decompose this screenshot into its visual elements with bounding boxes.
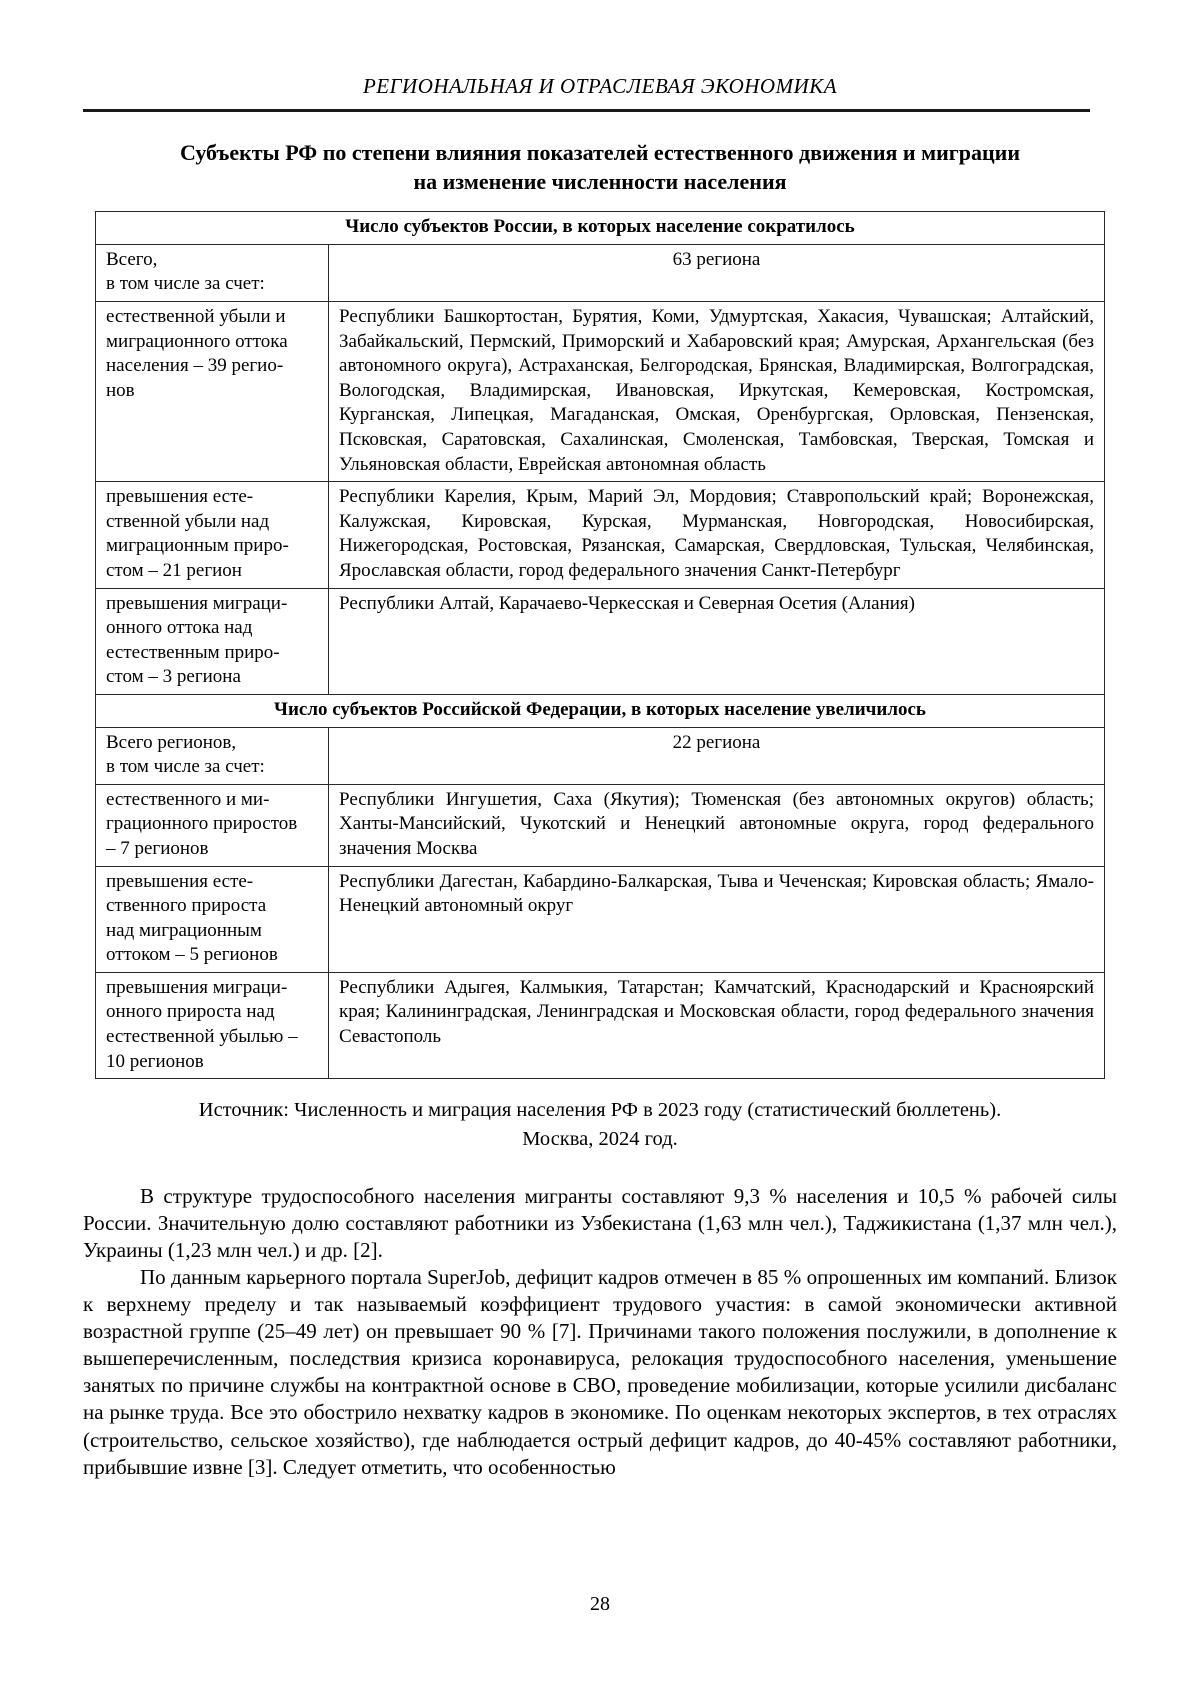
- table-title: Субъекты РФ по степени влияния показателей естественного движения и миграции на изменение численности населения: [179, 140, 1021, 195]
- row-label-natural-gain-over-migration-outflow: превышения есте- ственного прироста над миграционным оттоком – 5 регионов: [96, 866, 329, 972]
- row-label-total-decreased: Всего, в том числе за счет:: [96, 244, 329, 301]
- row-label-migration-gain-over-natural-decline: превышения миграци- онного прироста над естественной убылью – 10 регионов: [96, 972, 329, 1078]
- row-value-total-decreased: 63 региона: [329, 244, 1105, 301]
- row-value-total-increased: 22 региона: [329, 727, 1105, 784]
- row-label-migration-outflow-over-natural-gain: превышения миграци- онного оттока над естественным приро- стом – 3 региона: [96, 588, 329, 694]
- header-rule: [83, 109, 1090, 112]
- table-row: [96, 784, 1105, 866]
- row-value-migration-outflow-over-natural-gain: Республики Алтай, Карачаево-Черкесская и Северная Осетия (Алания): [329, 588, 1105, 694]
- page-number: 28: [590, 1593, 610, 1615]
- table-row: [96, 866, 1105, 972]
- table-row: [96, 212, 1105, 245]
- row-value-natural-gain-over-migration-outflow: Республики Дагестан, Кабардино-Балкарская, Тыва и Чеченская; Кировская область; Ямало-Ненецкий автономный округ: [329, 866, 1105, 972]
- paragraph-migrant-share: В структуре трудоспособного населения мигранты составляют 9,3 % населения и 10,5 % рабочей силы России. Значительную долю составляют работники из Узбекистана (1,63 млн чел.), Таджикистана (1,37 млн чел.), Украины (1,23 млн чел.) и др. [2].: [83, 1183, 1117, 1262]
- row-label-decline-over-migration-gain: превышения есте- ственной убыли над миграционным приро- стом – 21 регион: [96, 482, 329, 588]
- body-text: [83, 1183, 1117, 1481]
- table-row: [96, 482, 1105, 588]
- row-label-natural-and-migration-gain: естественного и ми- грационного приростов – 7 регионов: [96, 784, 329, 866]
- row-value-natural-and-migration-gain: Республики Ингушетия, Саха (Якутия); Тюменская (без автономных округов) область; Ханты-Мансийский, Чукотский и Ненецкий автономные округа, город федерального значения Москва: [329, 784, 1105, 866]
- row-value-natural-and-migration-decline: Республики Башкортостан, Бурятия, Коми, Удмуртская, Хакасия, Чувашская; Алтайский, Забайкальский, Пермский, Приморский и Хабаровский края; Амурская, Архангельская (без автономного округа), Астраханская, Белгородская, Брянская, Владимирская, Волгоградская, Вологодская, Владимирская, Ивановская, Иркутская, Кемеровская, Костромская, Курганская, Липецкая, Магаданская, Омская, Оренбургская, Орловская, Пензенская, Псковская, Саратовская, Сахалинская, Смоленская, Тамбовская, Тверская, Томская и Ульяновская области, Еврейская автономная область: [329, 302, 1105, 482]
- paragraph-superjob-deficit: По данным карьерного портала SuperJob, дефицит кадров отмечен в 85 % опрошенных им компаний. Близок к верхнему пределу и так называемый коэффициент трудового участия: в самой экономически активной возрастной группе (25–49 лет) он превышает 90 % [7]. Причинами такого положения послужили, в дополнение к вышеперечисленным, последствия кризиса коронавируса, релокация трудоспособного населения, уменьшение занятых по причине службы на контрактной основе в СВО, проведение мобилизации, которые усилили дисбаланс на рынке труда. Все это обострило нехватку кадров в экономике. По оценкам некоторых экспертов, в тех отраслях (строительство, сельское хозяйство), где наблюдается острый дефицит кадров, до 40-45% составляют работники, прибывшие извне [3]. Следует отметить, что особенностью: [83, 1265, 1117, 1479]
- running-head: РЕГИОНАЛЬНАЯ И ОТРАСЛЕВАЯ ЭКОНОМИКА: [362, 74, 838, 98]
- section2-header: Число субъектов Российской Федерации, в которых население увеличилось: [96, 694, 1105, 727]
- row-value-migration-gain-over-natural-decline: Республики Адыгея, Калмыкия, Татарстан; Камчатский, Краснодарский и Красноярский края; Калининградская, Ленинградская и Московская области, город федерального значения Севастополь: [329, 972, 1105, 1078]
- source-note: Источник: Численность и миграция населения РФ в 2023 году (статистический бюллетень). Москва, 2024 год.: [198, 1099, 1002, 1150]
- table-row: [96, 972, 1105, 1078]
- table-row: [96, 244, 1105, 301]
- table-row: [96, 588, 1105, 694]
- table-row: [96, 694, 1105, 727]
- section1-header: Число субъектов России, в которых население сократилось: [96, 212, 1105, 245]
- row-label-total-increased: Всего регионов, в том числе за счет:: [96, 727, 329, 784]
- table-row: [96, 727, 1105, 784]
- row-label-natural-and-migration-decline: естественной убыли и миграционного оттока населения – 39 регио- нов: [96, 302, 329, 482]
- table-row: [96, 302, 1105, 482]
- row-value-decline-over-migration-gain: Республики Карелия, Крым, Марий Эл, Мордовия; Ставропольский край; Воронежская, Калужская, Кировская, Курская, Мурманская, Новгородская, Новосибирская, Нижегородская, Ростовская, Рязанская, Самарская, Свердловская, Тульская, Челябинская, Ярославская области, город федерального значения Санкт-Петербург: [329, 482, 1105, 588]
- regions-table: [95, 211, 1105, 1079]
